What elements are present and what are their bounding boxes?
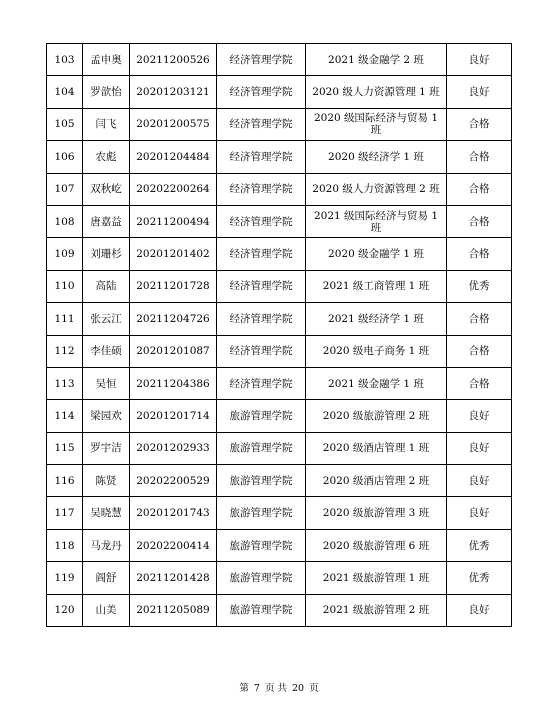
row-number-cell: 114 [47, 400, 83, 432]
college-cell: 经济管理学院 [217, 44, 306, 76]
grade-cell: 优秀 [447, 529, 512, 561]
row-number-cell: 108 [47, 205, 83, 237]
footer-prefix: 第 [239, 683, 249, 694]
student-id-cell: 20211204386 [130, 367, 217, 399]
college-cell: 经济管理学院 [217, 303, 306, 335]
row-number-cell: 109 [47, 238, 83, 270]
class-cell: 2020 级酒店管理 1 班 [306, 432, 447, 464]
student-name-cell: 刘珊杉 [83, 238, 130, 270]
student-name-cell: 山美 [83, 594, 130, 626]
student-name-cell: 唐嘉益 [83, 205, 130, 237]
student-id-cell: 20201204484 [130, 141, 217, 173]
row-number-cell: 110 [47, 270, 83, 302]
college-cell: 经济管理学院 [217, 108, 306, 140]
row-number-cell: 111 [47, 303, 83, 335]
class-cell: 2020 级旅游管理 6 班 [306, 529, 447, 561]
row-number-cell: 106 [47, 141, 83, 173]
class-cell: 2020 级金融学 1 班 [306, 238, 447, 270]
student-id-cell: 20201201714 [130, 400, 217, 432]
student-id-cell: 20202200264 [130, 173, 217, 205]
table-row [47, 108, 512, 140]
college-cell: 经济管理学院 [217, 141, 306, 173]
student-id-cell: 20211201728 [130, 270, 217, 302]
college-cell: 旅游管理学院 [217, 497, 306, 529]
college-cell: 旅游管理学院 [217, 400, 306, 432]
class-cell: 2021 级国际经济与贸易 1 班 [306, 205, 447, 237]
footer-suffix: 页 [309, 683, 319, 694]
student-name-cell: 吴恒 [83, 367, 130, 399]
student-name-cell: 罗歆怡 [83, 76, 130, 108]
row-number-cell: 107 [47, 173, 83, 205]
row-number-cell: 120 [47, 594, 83, 626]
student-name-cell: 马龙丹 [83, 529, 130, 561]
student-name-cell: 吴晓慧 [83, 497, 130, 529]
student-grade-table [46, 43, 512, 627]
page-footer [0, 680, 558, 694]
student-name-cell: 闫飞 [83, 108, 130, 140]
class-cell: 2020 级经济学 1 班 [306, 141, 447, 173]
table-row [47, 270, 512, 302]
grade-cell: 优秀 [447, 270, 512, 302]
student-id-cell: 20201201402 [130, 238, 217, 270]
table-row [47, 497, 512, 529]
row-number-cell: 115 [47, 432, 83, 464]
row-number-cell: 103 [47, 44, 83, 76]
college-cell: 经济管理学院 [217, 76, 306, 108]
row-number-cell: 119 [47, 562, 83, 594]
student-id-cell: 20201200575 [130, 108, 217, 140]
grade-cell: 合格 [447, 238, 512, 270]
table-row [47, 335, 512, 367]
student-id-cell: 20211204726 [130, 303, 217, 335]
table-row [47, 367, 512, 399]
table-row [47, 76, 512, 108]
student-name-cell: 双秋屹 [83, 173, 130, 205]
grade-cell: 合格 [447, 335, 512, 367]
college-cell: 经济管理学院 [217, 238, 306, 270]
table-row [47, 173, 512, 205]
table-row [47, 44, 512, 76]
student-name-cell: 农彪 [83, 141, 130, 173]
class-cell: 2020 级人力资源管理 1 班 [306, 76, 447, 108]
student-id-cell: 20211200526 [130, 44, 217, 76]
student-name-cell: 陈贤 [83, 465, 130, 497]
college-cell: 经济管理学院 [217, 173, 306, 205]
student-id-cell: 20201203121 [130, 76, 217, 108]
class-cell: 2020 级人力资源管理 2 班 [306, 173, 447, 205]
footer-mid: 页 共 [264, 683, 287, 694]
college-cell: 旅游管理学院 [217, 594, 306, 626]
table-row [47, 400, 512, 432]
class-cell: 2020 级酒店管理 2 班 [306, 465, 447, 497]
table-row [47, 594, 512, 626]
college-cell: 经济管理学院 [217, 270, 306, 302]
row-number-cell: 117 [47, 497, 83, 529]
grade-cell: 合格 [447, 205, 512, 237]
college-cell: 经济管理学院 [217, 367, 306, 399]
college-cell: 经济管理学院 [217, 335, 306, 367]
class-cell: 2020 级国际经济与贸易 1 班 [306, 108, 447, 140]
class-cell: 2020 级旅游管理 2 班 [306, 400, 447, 432]
student-id-cell: 20211205089 [130, 594, 217, 626]
college-cell: 旅游管理学院 [217, 465, 306, 497]
grade-cell: 合格 [447, 108, 512, 140]
grade-cell: 良好 [447, 432, 512, 464]
row-number-cell: 105 [47, 108, 83, 140]
table-row [47, 205, 512, 237]
table-row [47, 562, 512, 594]
student-id-cell: 20201201743 [130, 497, 217, 529]
student-id-cell: 20201201087 [130, 335, 217, 367]
student-name-cell: 李佳硕 [83, 335, 130, 367]
class-cell: 2020 级旅游管理 3 班 [306, 497, 447, 529]
student-id-cell: 20202200529 [130, 465, 217, 497]
class-cell: 2021 级工商管理 1 班 [306, 270, 447, 302]
student-id-cell: 20201202933 [130, 432, 217, 464]
class-cell: 2021 级金融学 2 班 [306, 44, 447, 76]
grade-cell: 合格 [447, 303, 512, 335]
row-number-cell: 104 [47, 76, 83, 108]
student-name-cell: 罗宇洁 [83, 432, 130, 464]
grade-cell: 良好 [447, 400, 512, 432]
row-number-cell: 118 [47, 529, 83, 561]
class-cell: 2021 级金融学 1 班 [306, 367, 447, 399]
row-number-cell: 112 [47, 335, 83, 367]
grade-cell: 良好 [447, 465, 512, 497]
table-row [47, 529, 512, 561]
student-name-cell: 高陆 [83, 270, 130, 302]
table-row [47, 432, 512, 464]
table-row [47, 465, 512, 497]
table-row [47, 238, 512, 270]
class-cell: 2021 级旅游管理 2 班 [306, 594, 447, 626]
class-cell: 2021 级经济学 1 班 [306, 303, 447, 335]
student-id-cell: 20211201428 [130, 562, 217, 594]
grade-cell: 良好 [447, 497, 512, 529]
grade-cell: 合格 [447, 173, 512, 205]
college-cell: 旅游管理学院 [217, 562, 306, 594]
student-name-cell: 孟申奥 [83, 44, 130, 76]
footer-total-pages: 20 [292, 683, 305, 694]
student-name-cell: 张云江 [83, 303, 130, 335]
student-id-cell: 20202200414 [130, 529, 217, 561]
student-name-cell: 阎舒 [83, 562, 130, 594]
college-cell: 经济管理学院 [217, 205, 306, 237]
table-row [47, 303, 512, 335]
grade-cell: 合格 [447, 141, 512, 173]
row-number-cell: 116 [47, 465, 83, 497]
student-name-cell: 梁园欢 [83, 400, 130, 432]
college-cell: 旅游管理学院 [217, 432, 306, 464]
grade-cell: 优秀 [447, 562, 512, 594]
table-body [47, 44, 512, 627]
student-id-cell: 20211200494 [130, 205, 217, 237]
grade-cell: 良好 [447, 44, 512, 76]
grade-cell: 良好 [447, 594, 512, 626]
grade-cell: 合格 [447, 367, 512, 399]
college-cell: 旅游管理学院 [217, 529, 306, 561]
row-number-cell: 113 [47, 367, 83, 399]
class-cell: 2020 级电子商务 1 班 [306, 335, 447, 367]
grade-cell: 良好 [447, 76, 512, 108]
footer-page-number: 7 [253, 683, 260, 694]
class-cell: 2021 级旅游管理 1 班 [306, 562, 447, 594]
table-row [47, 141, 512, 173]
